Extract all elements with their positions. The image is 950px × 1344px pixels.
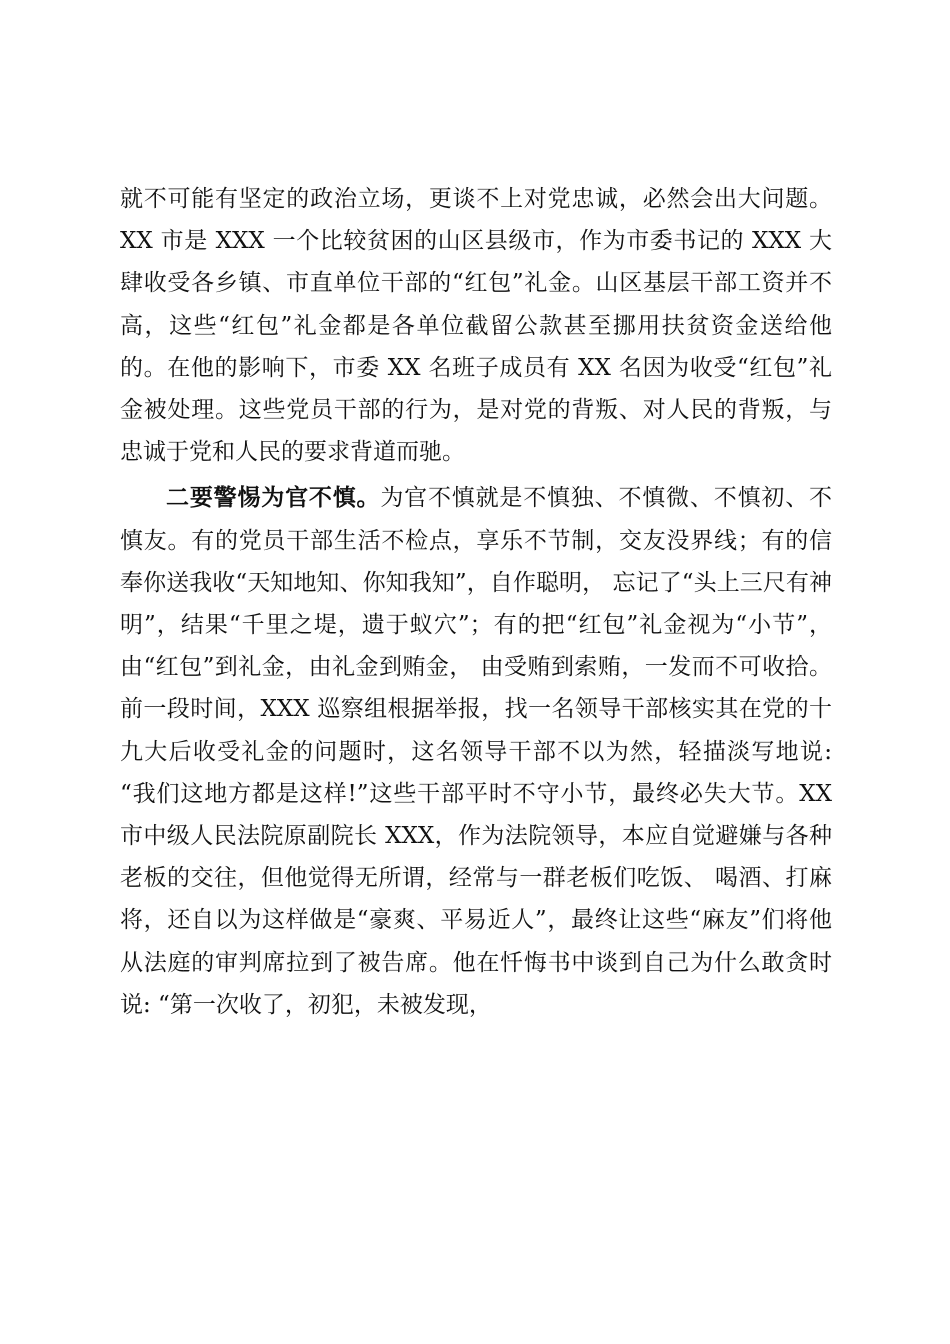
document-body: [120, 178, 832, 1026]
paragraph-2-body: 为官不慎就是不慎独、不慎微、不慎初、不慎友。有的党员干部生活不检点，享乐不节制，交友没界线；有的信奉你送我收“天知地知、你知我知”，自作聪明， 忘记了“头上三尺有神明”，结果“千里之堤，遗于蚁穴”；有的把“红包”礼金视为“小节”，由“红包”到礼金，由礼金到贿金， 由受贿到索贿，一发而不可收拾。前一段时间，XXX 巡察组根据举报，找一名领导干部核实其在党的十九大后收受礼金的问题时，这名领导干部不以为然，轻描淡写地说: “我们这地方都是这样!”这些干部平时不守小节，最终必失大节。XX 市中级人民法院原副院长 XXX，作为法院领导，本应自觉避嫌与各种老板的交往，但他觉得无所谓，经常与一群老板们吃饭、 喝酒、打麻将，还自以为这样做是“豪爽、平易近人”，最终让这些“麻友”们将他从法庭的审判席拉到了被告席。他在忏悔书中谈到自己为什么敢贪时说: “第一次收了，初犯，未被发现，: [120, 485, 833, 1018]
paragraph-1: 就不可能有坚定的政治立场，更谈不上对党忠诚，必然会出大问题。XX 市是 XXX 一个比较贫困的山区县级市，作为市委书记的 XXX 大肆收受各乡镇、市直单位干部的“红包”礼金。山区基层干部工资并不高，这些“红包”礼金都是各单位截留公款甚至挪用扶贫资金送给他的。在他的影响下，市委 XX 名班子成员有 XX 名因为收受“红包”礼金被处理。这些党员干部的行为，是对党的背叛、对人民的背叛，与忠诚于党和人民的要求背道而驰。: [120, 186, 832, 466]
paragraph-2: [120, 477, 832, 1026]
paragraph-2-lead-heading: 二要警惕为官不慎。: [166, 485, 381, 512]
